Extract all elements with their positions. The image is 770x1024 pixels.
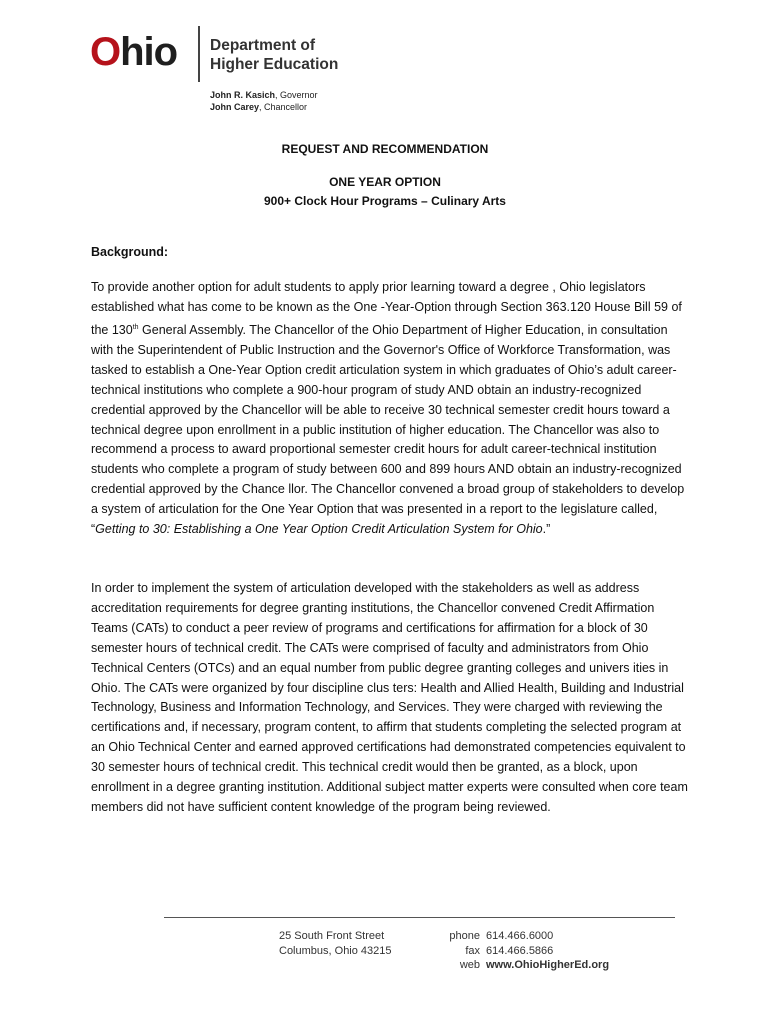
address-line1: 25 South Front Street [279, 930, 385, 942]
web-label: web [459, 959, 480, 971]
website-link[interactable]: www.OhioHigherEd.org [486, 959, 610, 971]
report-title: Getting to 30: Establishing a One Year Option Credit Articulation System for Ohio [95, 522, 543, 537]
paragraph1-text-b: General Assembly. The Chancellor of the Ohio Department of Higher Education, in consultation with the Superintendent of Public Instruction and the Governor's Office of Workforce Transformation, was tasked to establish a One-Year Option credit articulation system in which graduates of Ohio’s adult career-technical institutions who complete a 900-hour program of study AND obtain an industry-recognized credential approved by the Chancellor will be able to receive 30 technical semester credit hours toward a technical degree upon enrollment in a public institution of higher education. The Chancellor was also to recommend a process to award proportional semester credit hours for adult career-technical institution students who complete a program of study between 600 and 899 hours AND obtain an industry-recognized credential approved by the Chance llor. The Chancellor convened a broad group of stakeholders to develop a system of articulation for the One Year Option that was presented in a report to the legislature called, “ [91, 322, 685, 537]
document-title: REQUEST AND RECOMMENDATION [281, 142, 489, 156]
governor-name: John R. Kasich [210, 90, 276, 100]
governor-title: , Governor [275, 90, 318, 100]
department-line2: Higher Education [210, 56, 339, 73]
document-subtitle: ONE YEAR OPTION [329, 175, 441, 189]
footer-address [279, 929, 392, 958]
background-paragraph-1 [91, 278, 691, 540]
fax-number: 614.466.5866 [486, 944, 554, 957]
phone-number: 614.466.6000 [486, 930, 554, 942]
document-program-line: 900+ Clock Hour Programs – Culinary Arts [264, 194, 506, 208]
logo-department-name [210, 36, 338, 74]
chancellor-name: John Carey [210, 102, 260, 112]
ordinal-superscript: th [132, 323, 139, 331]
fax-label: fax [465, 944, 480, 957]
department-line1: Department of [210, 37, 316, 54]
footer-contact [444, 929, 609, 973]
logo-ohio-wordmark: Ohio [90, 30, 178, 74]
phone-label: phone [449, 930, 480, 942]
paragraph1-text-a: To provide another option for adult students to apply prior learning toward a degree , Ohio legislators established what has come to be known as the One -Year-Option through Section 363.120 House Bill 59 of the 130 [91, 280, 682, 337]
address-line2: Columbus, Ohio 43215 [279, 944, 392, 957]
background-paragraph-2: In order to implement the system of articulation developed with the stakeholders as well as address accreditation requirements for degree granting institutions, the Chancellor convened Credit Affirmation Teams (CATs) to conduct a peer review of programs and certifications for affirmation for a block of 30 semester hours of technical credit. The CATs were comprised of faculty and administrators from Ohio Technical Centers (OTCs) and an equal number from public degree granting colleges and univers ities in Ohio. The CATs were organized by four discipline clus ters: Health and Allied Health, Building and Industrial Technology, Business and Information Technology, and Services. They were charged with reviewing the certifications and, if necessary, program content, to affirm that students completing the selected program at an Ohio Technical Center and earned approved certifications had demonstrated competencies equivalent to 30 semester hours of technical credit. This technical credit would then be granted, as a block, upon enrollment in a degree granting institution. Additional subject matter experts were consulted when core team members did not have sufficient content knowledge of the program being reviewed. [91, 581, 688, 814]
officials-block [210, 89, 318, 113]
footer-divider [164, 917, 675, 918]
logo-divider [198, 26, 200, 82]
chancellor-title: , Chancellor [259, 102, 308, 112]
paragraph1-text-c: .” [542, 522, 551, 537]
background-heading: Background: [91, 245, 169, 259]
